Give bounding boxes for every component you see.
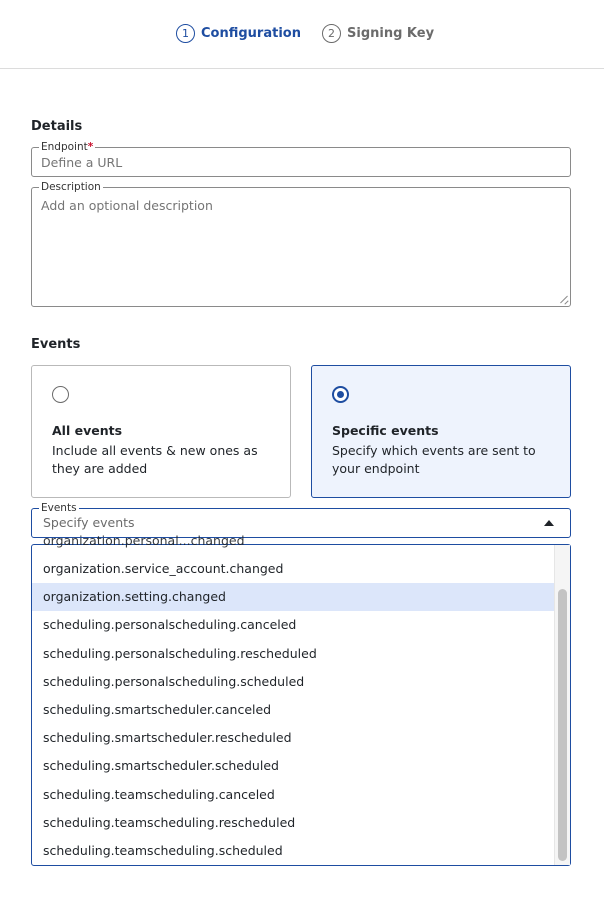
list-item[interactable]: scheduling.personalscheduling.scheduled — [43, 673, 305, 689]
step-label-configuration: Configuration — [201, 25, 301, 41]
specific-events-option[interactable] — [311, 365, 571, 498]
description-field[interactable] — [31, 181, 571, 307]
all-events-option[interactable] — [31, 365, 291, 498]
endpoint-field[interactable] — [31, 141, 571, 177]
step-configuration[interactable] — [176, 23, 301, 43]
list-item[interactable]: scheduling.smartscheduler.scheduled — [43, 758, 279, 774]
step-number-1: 1 — [176, 24, 195, 43]
list-item[interactable]: scheduling.smartscheduler.canceled — [43, 702, 272, 717]
step-number-2: 2 — [322, 24, 341, 43]
scrollbar-thumb[interactable] — [558, 589, 567, 861]
endpoint-label: Endpoint* — [41, 141, 94, 153]
specific-events-title: Specific events — [332, 423, 439, 438]
events-dropdown-list[interactable] — [31, 533, 571, 866]
events-select-placeholder: Specify events — [43, 515, 135, 530]
list-item-partial[interactable]: organization.personal...changed — [43, 533, 245, 548]
all-events-radio[interactable] — [52, 386, 69, 403]
specific-events-description: Specify which events are sent to your endpoint — [332, 443, 536, 476]
events-heading: Events — [31, 337, 81, 352]
caret-up-icon[interactable] — [544, 520, 554, 526]
step-signing-key[interactable] — [322, 23, 434, 43]
details-heading: Details — [31, 119, 83, 134]
list-item[interactable]: scheduling.personalscheduling.canceled — [43, 617, 297, 633]
list-item[interactable]: organization.service_account.changed — [43, 561, 284, 576]
list-item[interactable]: scheduling.teamscheduling.canceled — [43, 786, 275, 802]
list-item[interactable]: scheduling.personalscheduling.rescheduled — [43, 645, 317, 661]
all-events-title: All events — [52, 423, 123, 438]
events-select-label: Events — [41, 502, 77, 514]
dropdown-scrollbar[interactable] — [554, 545, 570, 865]
required-asterisk: * — [87, 141, 94, 153]
description-input[interactable] — [41, 198, 561, 298]
list-item[interactable]: organization.setting.changed — [32, 583, 554, 611]
step-label-signing-key: Signing Key — [347, 25, 435, 41]
description-label: Description — [41, 181, 101, 193]
all-events-description: Include all events & new ones as they are added — [52, 443, 258, 476]
list-item[interactable]: scheduling.teamscheduling.scheduled — [43, 843, 283, 858]
resize-handle-icon[interactable] — [560, 296, 568, 304]
endpoint-input[interactable] — [41, 154, 561, 171]
stepper — [0, 0, 604, 69]
list-item[interactable]: scheduling.teamscheduling.rescheduled — [43, 814, 296, 830]
list-item[interactable]: scheduling.smartscheduler.rescheduled — [43, 730, 292, 746]
specific-events-radio[interactable] — [332, 386, 349, 403]
